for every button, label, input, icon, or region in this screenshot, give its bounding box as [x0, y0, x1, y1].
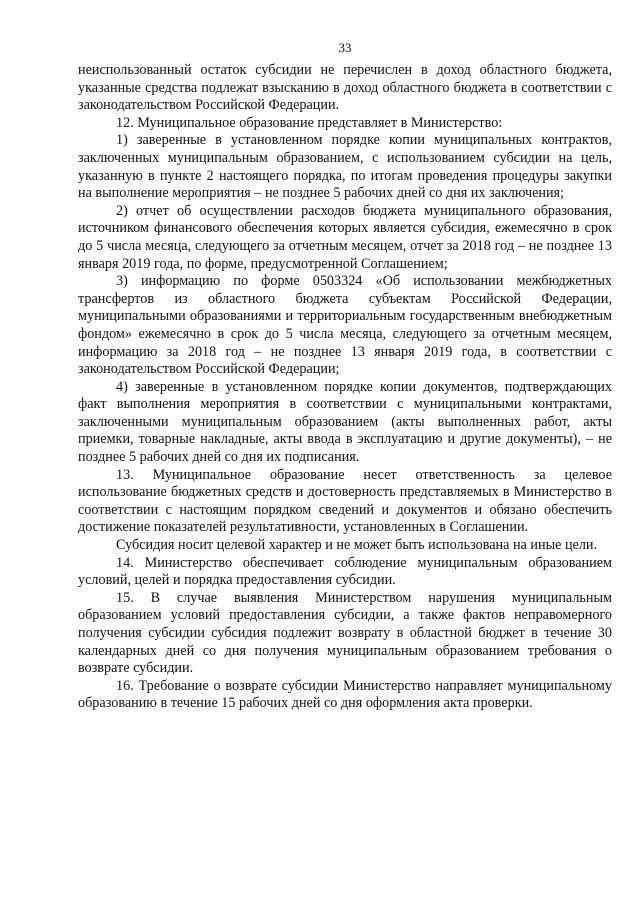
- page-number: 33: [338, 40, 352, 55]
- paragraph-item-13: 13. Муниципальное образование несет ответственность за целевое использование бюджетных средств и достоверность представляемых в Министерство в соответствии с настоящим порядком сведений и документов и обязано обеспечить достижение показателей результативности, установленных в Соглашении.: [78, 466, 612, 536]
- paragraph-item-12-4: 4) заверенные в установленном порядке копии документов, подтверждающих факт выполнения мероприятия в соответствии с муниципальными контрактами, заключенными муниципальным образованием (акты выполненных работ, акты приемки, товарные накладные, акты ввода в эксплуатацию и другие документы), – не позднее 5 рабочих дней со дня их подписания.: [78, 378, 612, 466]
- paragraph-item-12-1: 1) заверенные в установленном порядке копии муниципальных контрактов, заключенных муниципальным образованием, с использованием субсидии на цель, указанную в пункте 2 настоящего порядка, по итогам проведения процедуры закупки на выполнение мероприятия – не позднее 5 рабочих дней со дня их заключения;: [78, 132, 612, 202]
- paragraph-item-12: 12. Муниципальное образование представляет в Министерство:: [116, 114, 503, 131]
- paragraph-item-14: 14. Министерство обеспечивает соблюдение муниципальным образованием условий, целей и порядка предоставления субсидии.: [78, 554, 612, 589]
- paragraph-item-16: 16. Требование о возврате субсидии Министерство направляет муниципальному образованию в течение 15 рабочих дней со дня оформления акта проверки.: [78, 677, 612, 712]
- paragraph-continuation: неиспользованный остаток субсидии не перечислен в доход областного бюджета, указанные средства подлежат взысканию в доход областного бюджета в соответствии с законодательством Российской Федерации.: [78, 62, 612, 114]
- paragraph-item-12-3: 3) информацию по форме 0503324 «Об использовании межбюджетных трансфертов из областного бюджета субъектам Российской Федерации, муниципальными образованиями и территориальным государственным внебюджетным фондом» ежемесячно в срок до 5 числа месяца, следующего за отчетным месяцем, информацию за 2018 год – не позднее 13 января 2019 года, в соответствии с законодательством Российской Федерации;: [78, 273, 612, 378]
- paragraph-item-12-2: 2) отчет об осуществлении расходов бюджета муниципального образования, источником финансового обеспечения которых является субсидия, ежемесячно в срок до 5 числа месяца, следующего за отчетным месяцем, отчет за 2018 год – не позднее 13 января 2019 года, по форме, предусмотренной Соглашением;: [78, 202, 612, 272]
- paragraph-item-15: 15. В случае выявления Министерством нарушения муниципальным образованием условий предоставления субсидии, а также фактов неправомерного получения субсидии субсидия подлежит возврату в областной бюджет в течение 30 календарных дней со дня получения муниципальным образованием требования о возврате субсидии.: [78, 589, 612, 677]
- paragraph-subsidy-purpose: Субсидия носит целевой характер и не может быть использована на иные цели.: [116, 537, 598, 554]
